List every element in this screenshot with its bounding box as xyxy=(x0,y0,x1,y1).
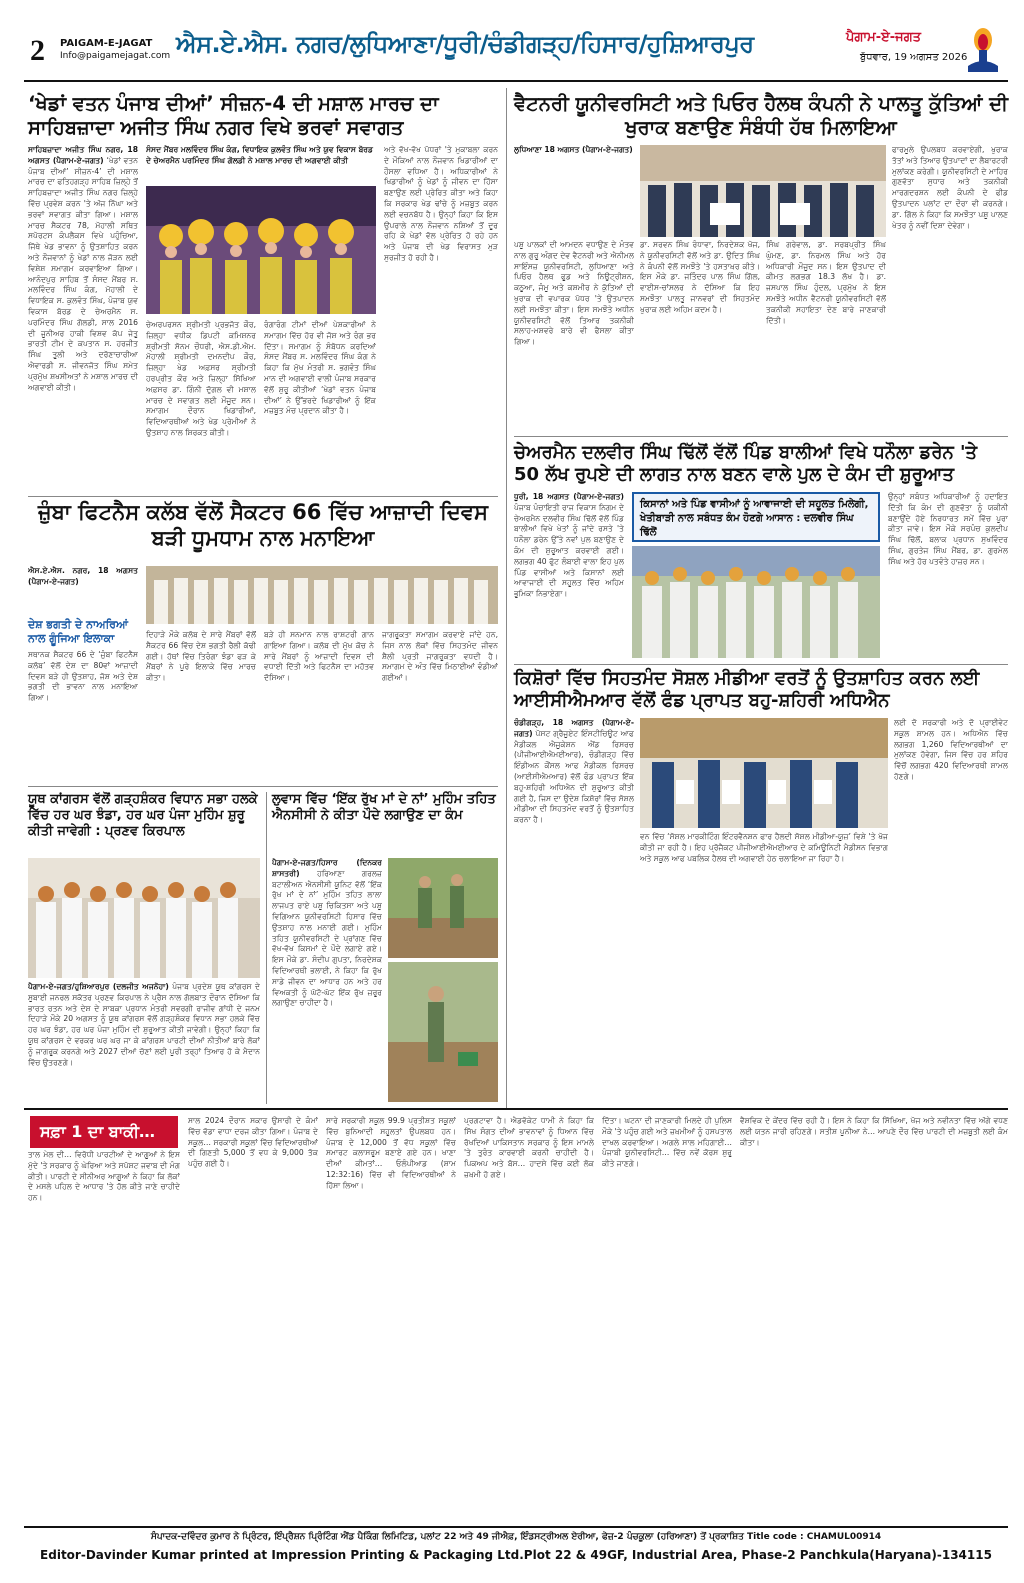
article3-highlight-box: ਕਿਸਾਨਾਂ ਅਤੇ ਪਿੰਡ ਵਾਸੀਆਂ ਨੂੰ ਆਵਾਜਾਈ ਦੀ ਸਹੂਲਤ ਮਿਲੇਗੀ, ਖੇਤੀਬਾੜੀ ਨਾਲ ਸਬੰਧਤ ਕੰਮ ਹੋਣਗੇ ਆਸਾਨ : ਦਲਵੀਰ ਸਿੰਘ ਢਿੱਲੋਂ xyxy=(632,492,880,542)
article2-column-2: ਡਾ. ਸਰਵਨ ਸਿੰਘ ਰੰਧਾਵਾ, ਨਿਰਦੇਸ਼ਕ ਖੋਜ, ਨੇ ਯੂਨੀਵਰਸਿਟੀ ਵੱਲੋਂ ਅਤੇ ਡਾ. ਉਦਿਤ ਸਿੰਘ ਨੇ ਕੰਪਨੀ ਵੱਲੋਂ ਸਮਝੌਤੇ 'ਤੇ ਹਸਤਾਖ਼ਰ ਕੀਤੇ। ਇਸ ਮੌਕੇ ਡਾ. ਜਤਿੰਦਰ ਪਾਲ ਸਿੰਘ ਗਿੱਲ, ਵਾਈਸ-ਚਾਂਸਲਰ ਨੇ ਦੱਸਿਆ ਕਿ ਇਹ ਸਮਝੌਤਾ ਪਾਲਤੂ ਜਾਨਵਰਾਂ ਦੀ ਸਿਹਤਮੰਦ ਖੁਰਾਕ ਲਈ ਅਹਿਮ ਕਦਮ ਹੈ। xyxy=(640,240,760,314)
continued-column-1: ਤਾਲ ਮੇਲ ਦੀ… ਵਿਰੋਧੀ ਪਾਰਟੀਆਂ ਦੇ ਆਗੂਆਂ ਨੇ ਇਸ ਮੁੱਦੇ 'ਤੇ ਸਰਕਾਰ ਨੂੰ ਘੇਰਿਆ ਅਤੇ ਸਪੱਸ਼ਟ ਜਵਾਬ ਦੀ ਮੰਗ ਕੀਤੀ। ਪਾਰਟੀ ਦੇ ਸੀਨੀਅਰ ਆਗੂਆਂ ਨੇ ਕਿਹਾ ਕਿ ਲੋਕਾਂ ਦੇ ਮਸਲੇ ਪਹਿਲ ਦੇ ਆਧਾਰ 'ਤੇ ਹੱਲ ਕੀਤੇ ਜਾਣੇ ਚਾਹੀਦੇ ਹਨ। xyxy=(28,1150,180,1203)
article7-dateline: ਚੰਡੀਗੜ੍ਹ, 18 ਅਗਸਤ (ਪੈਗਾਮ-ਏ-ਜਗਤ) xyxy=(514,718,634,738)
article2-column-3: ਸਿੰਘ ਗਰੇਵਾਲ, ਡਾ. ਸਰਬਪ੍ਰੀਤ ਸਿੰਘ ਘੁੰਮਣ, ਡਾ. ਨਿਰਮਲ ਸਿੰਘ ਅਤੇ ਹੋਰ ਅਧਿਕਾਰੀ ਮੌਜੂਦ ਸਨ। ਇਸ ਉਤਪਾਦ ਦੀ ਕੀਮਤ ਲਗਭਗ 18.3 ਲੱਖ ਹੈ। ਡਾ. ਜਸਪਾਲ ਸਿੰਘ ਹੁੰਦਲ, ਪ੍ਰਮੁੱਖ ਨੇ ਇਸ ਸਮਝੌਤੇ ਅਧੀਨ ਵੈਟਨਰੀ ਯੂਨੀਵਰਸਿਟੀ ਵੱਲੋਂ ਤਕਨੀਕੀ ਸਹਾਇਤਾ ਦੇਣ ਬਾਰੇ ਜਾਣਕਾਰੀ ਦਿੱਤੀ। xyxy=(766,240,886,325)
article7-headline: ਕਿਸ਼ੋਰਾਂ ਵਿੱਚ ਸਿਹਤਮੰਦ ਸੋਸ਼ਲ ਮੀਡੀਆ ਵਰਤੋਂ ਨੂੰ ਉਤਸ਼ਾਹਿਤ ਕਰਨ ਲਈ ਆਈਸੀਐਮਆਰ ਵੱਲੋਂ ਫੰਡ ਪ੍ਰਾਪਤ ਬਹੁ-ਸ਼ਹਿਰੀ ਅਧਿਐਨ xyxy=(514,668,980,711)
section-divider-right-2 xyxy=(514,664,1008,665)
article2-column-1a xyxy=(514,145,634,235)
paper-brand: ਪੈਗਾਮ-ਏ-ਜਗਤ xyxy=(846,30,921,45)
article1-column-2: ਚੇਅਰਪਰਸਨ ਸ਼੍ਰੀਮਤੀ ਪ੍ਰਭਜੋਤ ਕੌਰ, ਜ਼ਿਲ੍ਹਾ ਵਧੀਕ ਡਿਪਟੀ ਕਮਿਸ਼ਨਰ ਸ਼੍ਰੀਮਤੀ ਸੋਨਮ ਚੌਧਰੀ, ਐਸ.ਡੀ.ਐਮ. ਮੋਹਾਲੀ ਸ਼੍ਰੀਮਤੀ ਦਮਨਦੀਪ ਕੌਰ, ਜ਼ਿਲ੍ਹਾ ਖੇਡ ਅਫ਼ਸਰ ਸ਼੍ਰੀਮਤੀ ਹਰਪ੍ਰੀਤ ਕੌਰ ਅਤੇ ਜ਼ਿਲ੍ਹਾ ਸਿੱਖਿਆ ਅਫ਼ਸਰ ਡਾ. ਗਿੰਨੀ ਦੁੱਗਲ ਵੀ ਮਸ਼ਾਲ ਮਾਰਚ ਦੇ ਸਵਾਗਤ ਲਈ ਮੌਜੂਦ ਸਨ। ਸਮਾਗਮ ਦੌਰਾਨ ਖਿਡਾਰੀਆਂ, ਵਿਦਿਆਰਥੀਆਂ ਅਤੇ ਖੇਡ ਪ੍ਰੇਮੀਆਂ ਨੇ ਉਤਸ਼ਾਹ ਨਾਲ ਸ਼ਿਰਕਤ ਕੀਤੀ। xyxy=(146,320,256,437)
article6-headline: ਲੁਵਾਸ ਵਿੱਚ ‘ਇੱਕ ਰੁੱਖ ਮਾਂ ਦੇ ਨਾਂ’ ਮੁਹਿੰਮ ਤਹਿਤ ਐਨਸੀਸੀ ਨੇ ਕੀਤਾ ਪੌਦੇ ਲਗਾਉਣ ਦਾ ਕੰਮ xyxy=(272,792,496,823)
article6-body xyxy=(272,858,382,1102)
article3-column-1 xyxy=(514,492,624,660)
article7-column-3: ਲਈ ਦੋ ਸਰਕਾਰੀ ਅਤੇ ਦੋ ਪ੍ਰਾਈਵੇਟ ਸਕੂਲ ਸ਼ਾਮਲ ਹਨ। ਅਧਿਐਨ ਵਿੱਚ ਲਗਭਗ 1,260 ਵਿਦਿਆਰਥੀਆਂ ਦਾ ਮੁਲਾਂਕਣ ਹੋਵੇਗਾ, ਜਿਸ ਵਿੱਚ ਹਰ ਸ਼ਹਿਰ ਵਿੱਚੋਂ ਲਗਭਗ 420 ਵਿਦਿਆਰਥੀ ਸ਼ਾਮਲ ਹੋਣਗੇ। xyxy=(894,718,1008,781)
article5-headline: ਯੂਥ ਕਾਂਗਰਸ ਵੱਲੋਂ ਗੜ੍ਹਸ਼ੰਕਰ ਵਿਧਾਨ ਸਭਾ ਹਲਕੇ ਵਿੱਚ ਹਰ ਘਰ ਝੰਡਾ, ਹਰ ਘਰ ਪੰਜਾ ਮੁਹਿੰਮ ਸ਼ੁਰੂ ਕੀਤੀ ਜਾਵੇਗੀ : ਪ੍ਰਣਵ ਕਿਰਪਾਲ xyxy=(28,792,258,839)
paper-email[interactable]: Info@paigamejagat.com xyxy=(60,51,171,61)
column-divider-2 xyxy=(266,792,267,1104)
continued-column-5: ਦਿੱਤਾ। ਘਟਨਾ ਦੀ ਜਾਣਕਾਰੀ ਮਿਲਦੇ ਹੀ ਪੁਲਿਸ ਮੌਕੇ 'ਤੇ ਪਹੁੰਚ ਗਈ ਅਤੇ ਜ਼ਖ਼ਮੀਆਂ ਨੂੰ ਹਸਪਤਾਲ ਦਾਖਲ ਕਰਵਾਇਆ। ਅਗਲੇ ਸਾਲ ਮਹਿਗਾਈ… ਪੰਜਾਬੀ ਯੂਨੀਵਰਸਿਟੀ… ਵਿੱਚ ਨਵੇਂ ਕੋਰਸ ਸ਼ੁਰੂ ਕੀਤੇ ਜਾਣਗੇ। xyxy=(602,1116,732,1169)
masthead xyxy=(0,0,1024,80)
continued-label: ਸਫ਼ਾ 1 ਦਾ ਬਾਕੀ… xyxy=(30,1116,178,1148)
section-rule-bottom xyxy=(24,1108,1008,1110)
article7-text-1: ਪੋਸਟ ਗ੍ਰੈਜੂਏਟ ਇੰਸਟੀਚਿਊਟ ਆਫ ਮੈਡੀਕਲ ਐਜੂਕੇਸ਼ਨ ਐਂਡ ਰਿਸਰਚ (ਪੀਜੀਆਈਐਮਈਆਰ), ਚੰਡੀਗੜ੍ਹ ਵਿੱਚ ਇੰਡੀਅਨ ਕੌਂਸਲ ਆਫ ਮੈਡੀਕਲ ਰਿਸਰਚ (ਆਈਸੀਐਮਆਰ) ਵੱਲੋਂ ਫੰਡ ਪ੍ਰਾਪਤ ਇੱਕ ਬਹੁ-ਸ਼ਹਿਰੀ ਅਧਿਐਨ ਦੀ ਸ਼ੁਰੂਆਤ ਕੀਤੀ ਗਈ ਹੈ, ਜਿਸ ਦਾ ਉਦੇਸ਼ ਕਿਸ਼ੋਰਾਂ ਵਿੱਚ ਸੋਸ਼ਲ ਮੀਡੀਆ ਦੀ ਸਿਹਤਮੰਦ ਵਰਤੋਂ ਨੂੰ ਉਤਸ਼ਾਹਿਤ ਕਰਨਾ ਹੈ। xyxy=(514,728,634,825)
article1-text-1: ‘ਖੇਡਾਂ ਵਤਨ ਪੰਜਾਬ ਦੀਆਂ’ ਸੀਜ਼ਨ-4’ ਦੀ ਮਸ਼ਾਲ ਮਾਰਚ ਦਾ ਫਤਿਹਗੜ੍ਹ ਸਾਹਿਬ ਜ਼ਿਲ੍ਹੇ ਤੋਂ ਸਾਹਿਬਜ਼ਾਦਾ ਅਜੀਤ ਸਿੰਘ ਨਗਰ ਜ਼ਿਲ੍ਹੇ ਵਿੱਚ ਪ੍ਰਵੇਸ਼ ਕਰਨ 'ਤੇ ਅੱਜ ਨਿੱਘਾ ਅਤੇ ਭਰਵਾਂ ਸਵਾਗਤ ਕੀਤਾ ਗਿਆ। ਮਸ਼ਾਲ ਮਾਰਚ ਸੈਕਟਰ 78, ਮੋਹਾਲੀ ਸਥਿਤ ਸਪੋਰਟਸ ਕੰਪਲੈਕਸ ਵਿਖੇ ਪਹੁੰਚਿਆ, ਜਿੱਥੇ ਖੇਡ ਭਾਵਨਾ ਨੂੰ ਉਤਸ਼ਾਹਿਤ ਕਰਨ ਅਤੇ ਨੌਜਵਾਨਾਂ ਨੂੰ ਖੇਡਾਂ ਨਾਲ ਜੋੜਨ ਲਈ ਵਿਸ਼ੇਸ਼ ਸਮਾਗਮ ਕਰਵਾਇਆ ਗਿਆ। ਆਨੰਦਪੁਰ ਸਾਹਿਬ ਤੋਂ ਸੰਸਦ ਮੈਂਬਰ ਸ. ਮਲਵਿੰਦਰ ਸਿੰਘ ਕੰਗ, ਮੋਹਾਲੀ ਦੇ ਵਿਧਾਇਕ ਸ. ਕੁਲਵੰਤ ਸਿੰਘ, ਪੰਜਾਬ ਯੁਵ ਵਿਕਾਸ ਬੋਰਡ ਦੇ ਚੇਅਰਮੈਨ ਸ. ਪਰਮਿੰਦਰ ਸਿੰਘ ਗੋਲਡੀ, ਸਾਲ 2016 ਦੀ ਜੂਨੀਅਰ ਹਾਕੀ ਵਿਸ਼ਵ ਕੱਪ ਜੇਤੂ ਭਾਰਤੀ ਟੀਮ ਦੇ ਕਪਤਾਨ ਸ. ਹਰਜੀਤ ਸਿੰਘ ਤੂਲੀ ਅਤੇ ਦਰੋਣਾਚਾਰੀਆ ਐਵਾਰਡੀ ਸ. ਜੀਵਨਜੋਤ ਸਿੰਘ ਸਮੇਤ ਪ੍ਰਮੁੱਖ ਸ਼ਖਸੀਅਤਾਂ ਨੇ ਮਸ਼ਾਲ ਮਾਰਚ ਦੀ ਅਗਵਾਈ ਕੀਤੀ। xyxy=(28,155,138,392)
article6-text: ਹਰਿਆਣਾ ਗਰਲਜ਼ ਬਟਾਲੀਅਨ ਐਨਸੀਸੀ ਯੂਨਿਟ ਵੱਲੋਂ ‘ਇੱਕ ਰੁੱਖ ਮਾਂ ਦੇ ਨਾਂ’ ਮੁਹਿੰਮ ਤਹਿਤ ਲਾਲਾ ਲਾਜਪਤ ਰਾਏ ਪਸ਼ੂ ਚਿਕਿਤਸਾ ਅਤੇ ਪਸ਼ੂ ਵਿਗਿਆਨ ਯੂਨੀਵਰਸਿਟੀ ਹਿਸਾਰ ਵਿੱਚ ਉਤਸ਼ਾਹ ਨਾਲ ਮਨਾਈ ਗਈ। ਮੁਹਿੰਮ ਤਹਿਤ ਯੂਨੀਵਰਸਿਟੀ ਦੇ ਪ੍ਰਾਂਗਣ ਵਿੱਚ ਵੱਖ-ਵੱਖ ਕਿਸਮਾਂ ਦੇ ਪੌਦੇ ਲਗਾਏ ਗਏ। ਇਸ ਮੌਕੇ ਡਾ. ਸੰਦੀਪ ਗੁਪਤਾ, ਨਿਰਦੇਸ਼ਕ ਵਿਦਿਆਰਥੀ ਭਲਾਈ, ਨੇ ਕਿਹਾ ਕਿ ਰੁੱਖ ਸਾਡੇ ਜੀਵਨ ਦਾ ਆਧਾਰ ਹਨ ਅਤੇ ਹਰ ਵਿਅਕਤੀ ਨੂੰ ਘੱਟੋ-ਘੱਟ ਇੱਕ ਰੁੱਖ ਜ਼ਰੂਰ ਲਗਾਉਣਾ ਚਾਹੀਦਾ ਹੈ। xyxy=(272,868,382,1008)
paper-name: PAIGAM-E-JAGAT xyxy=(60,38,153,49)
imprint-line-punjabi: ਸੰਪਾਦਕ-ਦਵਿੰਦਰ ਕੁਮਾਰ ਨੇ ਪ੍ਰਿੰਟਰ, ਇੰਪ੍ਰੈਸ਼ਨ ਪ੍ਰਿੰਟਿੰਗ ਐਂਡ ਪੈਕਿੰਗ ਲਿਮਿਟਿਡ, ਪਲਾਂਟ 22 ਅਤੇ 49 ਜੀਐਫ਼, ਇੰਡਸਟ੍ਰੀਅਲ ਏਰੀਆ, ਫੇਜ਼-2 ਪੰਚਕੂਲਾ (ਹਰਿਆਣਾ) ਤੋਂ ਪ੍ਰਕਾਸ਼ਿਤ Title code : CHAMUL00914 xyxy=(150,1532,882,1542)
article7-column-2: ਵਨ ਵਿੱਚ ‘ਸੋਸ਼ਲ ਮਾਰਕੀਟਿੰਗ ਇੰਟਰਵੈਨਸ਼ਨ ਫਾਰ ਹੈਲਦੀ ਸੋਸ਼ਲ ਮੀਡੀਆ-ਯੂਜ਼’ ਵਿਸ਼ੇ 'ਤੇ ਖੋਜ ਕੀਤੀ ਜਾ ਰਹੀ ਹੈ। ਇਹ ਪ੍ਰੋਜੈਕਟ ਪੀਜੀਆਈਐਮਈਆਰ ਦੇ ਕਮਿਊਨਿਟੀ ਮੈਡੀਸਨ ਵਿਭਾਗ ਅਤੇ ਸਕੂਲ ਆਫ ਪਬਲਿਕ ਹੈਲਥ ਦੀ ਅਗਵਾਈ ਹੇਠ ਚਲਾਇਆ ਜਾ ਰਿਹਾ ਹੈ। xyxy=(640,832,888,863)
continued-column-2: ਸਾਲ 2024 ਦੌਰਾਨ ਸਕਾਰ ਉਸਾਰੀ ਦੇ ਕੰਮਾਂ ਵਿੱਚ ਵੱਡਾ ਵਾਧਾ ਦਰਜ ਕੀਤਾ ਗਿਆ। ਪੰਜਾਬ ਦੇ ਸਕੂਲ… ਸਰਕਾਰੀ ਸਕੂਲਾਂ ਵਿੱਚ ਵਿਦਿਆਰਥੀਆਂ ਦੀ ਗਿਣਤੀ 5,000 ਤੋਂ ਵਧ ਕੇ 9,000 ਤੱਕ ਪਹੁੰਚ ਗਈ ਹੈ। xyxy=(188,1116,318,1169)
article3-text-1: ਪੰਜਾਬ ਪੰਚਾਇਤੀ ਰਾਜ ਵਿਕਾਸ ਨਿਗਮ ਦੇ ਚੇਅਰਮੈਨ ਦਲਵੀਰ ਸਿੰਘ ਢਿੱਲੋਂ ਵੱਲੋਂ ਪਿੰਡ ਬਾਲੀਆਂ ਵਿਖੇ ਖੇਤਾਂ ਨੂੰ ਜਾਂਦੇ ਰਸਤੇ 'ਤੇ ਧਨੌਲਾ ਡਰੇਨ ਉੱਤੇ ਨਵਾਂ ਪੁਲ ਬਣਾਉਣ ਦੇ ਕੰਮ ਦੀ ਸ਼ੁਰੂਆਤ ਕਰਵਾਈ ਗਈ। ਲਗਭਗ 40 ਫੁੱਟ ਲੰਬਾਈ ਵਾਲਾ ਇਹ ਪੁਲ ਪਿੰਡ ਵਾਸੀਆਂ ਅਤੇ ਕਿਸਾਨਾਂ ਲਈ ਆਵਾਜਾਈ ਦੀ ਸਹੂਲਤ ਵਿੱਚ ਅਹਿਮ ਭੂਮਿਕਾ ਨਿਭਾਏਗਾ। xyxy=(514,502,624,599)
tree-planting-photo-1 xyxy=(388,858,498,958)
article2-dateline: ਲੁਧਿਆਣਾ 18 ਅਗਸਤ (ਪੈਗਾਮ-ਏ-ਜਗਤ) xyxy=(514,145,633,154)
article4-headline: ਜ਼ੁੰਬਾ ਫਿਟਨੈਸ ਕਲੱਬ ਵੱਲੋਂ ਸੈਕਟਰ 66 ਵਿੱਚ ਆਜ਼ਾਦੀ ਦਿਵਸ ਬੜੀ ਧੂਮਧਾਮ ਨਾਲ ਮਨਾਇਆ xyxy=(38,500,488,550)
edition-date: ਬੁੱਧਵਾਰ, 19 ਅਗਸਤ 2026 xyxy=(860,52,968,63)
icmr-study-launch-photo xyxy=(640,718,888,828)
article4-column-4: ਜਾਗਰੂਕਤਾ ਸਮਾਗਮ ਕਰਵਾਏ ਜਾਂਦੇ ਹਨ, ਜਿਸ ਨਾਲ ਲੋਕਾਂ ਵਿੱਚ ਸਿਹਤਮੰਦ ਜੀਵਨ ਸ਼ੈਲੀ ਪ੍ਰਤੀ ਜਾਗਰੂਕਤਾ ਵਧਦੀ ਹੈ। ਸਮਾਗਮ ਦੇ ਅੰਤ ਵਿੱਚ ਮਿਠਾਈਆਂ ਵੰਡੀਆਂ ਗਈਆਂ। xyxy=(382,630,498,683)
article2-column-4: ਫਾਰਮੂਲੇ ਉਪਲਬਧ ਕਰਵਾਏਗੀ, ਖੁਰਾਕ ਤੱਤਾਂ ਅਤੇ ਤਿਆਰ ਉਤਪਾਦਾਂ ਦਾ ਲੈਬਾਰਟਰੀ ਮੁਲਾਂਕਣ ਕਰੇਗੀ। ਯੂਨੀਵਰਸਿਟੀ ਦੇ ਮਾਹਿਰ ਗੁਣਵੱਤਾ ਸੁਧਾਰ ਅਤੇ ਤਕਨੀਕੀ ਮਾਰਗਦਰਸ਼ਨ ਲਈ ਕੰਪਨੀ ਦੇ ਫੀਡ ਉਤਪਾਦਨ ਪਲਾਂਟ ਦਾ ਦੌਰਾ ਵੀ ਕਰਨਗੇ। ਡਾ. ਗਿੱਲ ਨੇ ਕਿਹਾ ਕਿ ਸਮਝੌਤਾ ਪਸ਼ੂ ਪਾਲਣ ਖੇਤਰ ਨੂੰ ਨਵੀਂ ਦਿਸ਼ਾ ਦੇਵੇਗਾ। xyxy=(892,145,1008,230)
article3-dateline: ਧੂਰੀ, 18 ਅਗਸਤ (ਪੈਗਾਮ-ਏ-ਜਗਤ) xyxy=(514,492,624,501)
edition-cities-title: ਐਸ.ਏ.ਐਸ. ਨਗਰ/ਲੁਧਿਆਣਾ/ਧੂਰੀ/ਚੰਡੀਗੜ੍ਹ/ਹਿਸਾਰ/ਹੁਸ਼ਿਆਰਪੁਰ xyxy=(176,30,754,58)
section-divider xyxy=(514,436,1008,437)
article1-headline: ‘ਖੇਡਾਂ ਵਤਨ ਪੰਜਾਬ ਦੀਆਂ’ ਸੀਜ਼ਨ-4 ਦੀ ਮਸ਼ਾਲ ਮਾਰਚ ਦਾ ਸਾਹਿਬਜ਼ਾਦਾ ਅਜੀਤ ਸਿੰਘ ਨਗਰ ਵਿਖੇ ਭਰਵਾਂ ਸਵਾਗਤ xyxy=(28,92,439,139)
article7-column-1 xyxy=(514,718,634,1102)
article1-column-1 xyxy=(28,145,138,490)
section-divider-left xyxy=(28,496,498,497)
continued-column-3: ਸਾਰੇ ਸਰਕਾਰੀ ਸਕੂਲ 99.9 ਪ੍ਰਤੀਸ਼ਤ ਸਕੂਲਾਂ ਵਿੱਚ ਬੁਨਿਆਦੀ ਸਹੂਲਤਾਂ ਉਪਲਬਧ ਹਨ। ਪੰਜਾਬ ਦੇ 12,000 ਤੋਂ ਵੱਧ ਸਕੂਲਾਂ ਵਿੱਚ ਸਮਾਰਟ ਕਲਾਸਰੂਮ ਬਣਾਏ ਗਏ ਹਨ। ਖਾਣਾ ਦੀਆਂ ਕੀਮਤਾਂ… ਓਲੰਪੀਆਡ (ਸ਼ਾਮ 12:32:16) ਵਿੱਚ ਵੀ ਵਿਦਿਆਰਥੀਆਂ ਨੇ ਹਿੱਸਾ ਲਿਆ। xyxy=(326,1116,456,1190)
youth-congress-photo xyxy=(28,858,260,978)
article2-column-1: ਪਸ਼ੂ ਪਾਲਕਾਂ ਦੀ ਆਮਦਨ ਵਧਾਉਣ ਦੇ ਮੰਤਵ ਨਾਲ ਗੁਰੂ ਅੰਗਦ ਦੇਵ ਵੈਟਨਰੀ ਅਤੇ ਐਨੀਮਲ ਸਾਇੰਸਜ਼ ਯੂਨੀਵਰਸਿਟੀ, ਲੁਧਿਆਣਾ ਅਤੇ ਪਿਓਰ ਹੈਲਥ ਫੂਡ ਅਤੇ ਨਿਊਟ੍ਰੀਸ਼ਨ, ਕਠੂਆ, ਜੰਮੂ ਅਤੇ ਕਸ਼ਮੀਰ ਨੇ ਕੁੱਤਿਆਂ ਦੀ ਖੁਰਾਕ ਦੀ ਵਪਾਰਕ ਪੱਧਰ 'ਤੇ ਉਤਪਾਦਨ ਲਈ ਸਮਝੌਤਾ ਕੀਤਾ। ਇਸ ਸਮਝੌਤੇ ਅਧੀਨ ਯੂਨੀਵਰਸਿਟੀ ਵੱਲੋਂ ਤਿਆਰ ਤਕਨੀਕੀ ਸਲਾਹ-ਮਸ਼ਵਰੇ ਬਾਰੇ ਵੀ ਫੈਸਲਾ ਕੀਤਾ ਗਿਆ। xyxy=(514,240,634,347)
continued-column-6: ਵੈਸ਼ਵਿਕ ਦੇ ਕੇਂਦਰ ਵਿੱਚ ਰਹੀ ਹੈ। ਇਸ ਨੇ ਕਿਹਾ ਕਿ ਸਿੱਖਿਆ, ਖੋਜ ਅਤੇ ਨਵੀਨਤਾ ਵਿੱਚ ਅੱਗੇ ਵਧਣ ਲਈ ਯਤਨ ਜਾਰੀ ਰਹਿਣਗੇ। ਸਤੀਸ਼ ਪੂਨੀਆ ਨੇ… ਆਪਣੇ ਦੌਰ ਵਿੱਚ ਪਾਰਟੀ ਦੀ ਮਜ਼ਬੂਤੀ ਲਈ ਕੰਮ ਕੀਤਾ। xyxy=(740,1116,1008,1147)
torch-march-photo xyxy=(146,186,376,314)
mou-signing-photo xyxy=(640,145,886,237)
article5-dateline: ਪੈਗਾਮ-ਏ-ਜਗਤ/ਹੁਸ਼ਿਆਰਪੁਰ (ਦਲਜੀਤ ਅਜਨੋਹਾ) xyxy=(28,982,169,991)
masthead-rule xyxy=(24,80,1008,82)
article4-dateline: ਐਸ.ਏ.ਐਸ. ਨਗਰ, 18 ਅਗਸਤ (ਪੈਗਾਮ-ਏ-ਜਗਤ) xyxy=(28,566,138,586)
article4-subhead: ਦੇਸ਼ ਭਗਤੀ ਦੇ ਨਾਅਰਿਆਂ ਨਾਲ ਗੂੰਜਿਆ ਇਲਾਕਾ xyxy=(28,618,128,646)
article1-column-3: ਰੰਗਾਰੰਗ ਟੀਮਾਂ ਦੀਆਂ ਪੇਸ਼ਕਾਰੀਆਂ ਨੇ ਸਮਾਗਮ ਵਿੱਚ ਹੋਰ ਵੀ ਜੋਸ਼ ਅਤੇ ਰੰਗ ਭਰ ਦਿੱਤਾ। ਸਮਾਗਮ ਨੂੰ ਸੰਬੋਧਨ ਕਰਦਿਆਂ ਸੰਸਦ ਮੈਂਬਰ ਸ. ਮਲਵਿੰਦਰ ਸਿੰਘ ਕੰਗ ਨੇ ਕਿਹਾ ਕਿ ਮੁੱਖ ਮੰਤਰੀ ਸ. ਭਗਵੰਤ ਸਿੰਘ ਮਾਨ ਦੀ ਅਗਵਾਈ ਵਾਲੀ ਪੰਜਾਬ ਸਰਕਾਰ ਵੱਲੋਂ ਸ਼ੁਰੂ ਕੀਤੀਆਂ ‘ਖੇਡਾਂ ਵਤਨ ਪੰਜਾਬ ਦੀਆਂ’ ਨੇ ਉੱਭਰਦੇ ਖਿਡਾਰੀਆਂ ਨੂੰ ਇੱਕ ਮਜ਼ਬੂਤ ਮੰਚ ਪ੍ਰਦਾਨ ਕੀਤਾ ਹੈ। xyxy=(264,320,376,416)
bridge-ceremony-photo xyxy=(632,546,880,658)
continued-column-4: ਪ੍ਰਗਟਾਵਾ ਹੈ। ਐਡਵੋਕੇਟ ਧਾਮੀ ਨੇ ਕਿਹਾ ਕਿ ਸਿੱਖ ਸੰਗਤ ਦੀਆਂ ਭਾਵਨਾਵਾਂ ਨੂੰ ਧਿਆਨ ਵਿੱਚ ਰੱਖਦਿਆਂ ਪਾਕਿਸਤਾਨ ਸਰਕਾਰ ਨੂੰ ਇਸ ਮਾਮਲੇ 'ਤੇ ਤੁਰੰਤ ਕਾਰਵਾਈ ਕਰਨੀ ਚਾਹੀਦੀ ਹੈ। ਪਿਕਅਪ ਅਤੇ ਬੱਸ… ਹਾਦਸੇ ਵਿੱਚ ਕਈ ਲੋਕ ਜ਼ਖ਼ਮੀ ਹੋ ਗਏ। xyxy=(464,1116,594,1179)
article4-column-1: ਸਥਾਨਕ ਸੈਕਟਰ 66 ਦੇ ‘ਜ਼ੁੰਬਾ ਫਿਟਨੈਸ ਕਲੱਬ’ ਵੱਲੋਂ ਦੇਸ਼ ਦਾ 80ਵਾਂ ਆਜ਼ਾਦੀ ਦਿਵਸ ਬੜੇ ਹੀ ਉਤਸ਼ਾਹ, ਜੋਸ਼ ਅਤੇ ਦੇਸ਼ ਭਗਤੀ ਦੀ ਭਾਵਨਾ ਨਾਲ ਮਨਾਇਆ ਗਿਆ। xyxy=(28,650,138,703)
zumba-club-group-photo xyxy=(146,566,498,624)
article4-dateline-block xyxy=(28,566,138,616)
article1-dateline: ਸਾਹਿਬਜ਼ਾਦਾ ਅਜੀਤ ਸਿੰਘ ਨਗਰ, 18 ਅਗਸਤ (ਪੈਗਾਮ-ਏ-ਜਗਤ) xyxy=(28,145,138,165)
article3-headline: ਚੇਅਰਮੈਨ ਦਲਵੀਰ ਸਿੰਘ ਢਿੱਲੋਂ ਵੱਲੋਂ ਪਿੰਡ ਬਾਲੀਆਂ ਵਿਖੇ ਧਨੌਲਾ ਡਰੇਨ 'ਤੇ 50 ਲੱਖ ਰੁਪਏ ਦੀ ਲਾਗਤ ਨਾਲ ਬਣਨ ਵਾਲੇ ਪੁਲ ਦੇ ਕੰਮ ਦੀ ਸ਼ੁਰੂਆਤ xyxy=(514,442,978,485)
article5-body xyxy=(28,982,260,1102)
article4-column-2: ਦਿਹਾੜੇ ਮੌਕੇ ਕਲੱਬ ਦੇ ਸਾਰੇ ਮੈਂਬਰਾਂ ਵੱਲੋਂ ਸੈਕਟਰ 66 ਵਿੱਚ ਦੇਸ਼ ਭਗਤੀ ਰੈਲੀ ਕੱਢੀ ਗਈ। ਹੱਥਾਂ ਵਿੱਚ ਤਿਰੰਗਾ ਝੰਡਾ ਫੜ ਕੇ ਮੈਂਬਰਾਂ ਨੇ ਪੂਰੇ ਇਲਾਕੇ ਵਿੱਚ ਮਾਰਚ ਕੀਤਾ। xyxy=(146,630,256,683)
article3-column-4: ਉਨ੍ਹਾਂ ਸਬੰਧਤ ਅਧਿਕਾਰੀਆਂ ਨੂੰ ਹਦਾਇਤ ਦਿੱਤੀ ਕਿ ਕੰਮ ਦੀ ਗੁਣਵੱਤਾ ਨੂੰ ਯਕੀਨੀ ਬਣਾਉਂਦੇ ਹੋਏ ਨਿਰਧਾਰਤ ਸਮੇਂ ਵਿੱਚ ਪੂਰਾ ਕੀਤਾ ਜਾਵੇ। ਇਸ ਮੌਕੇ ਸਰਪੰਚ ਕੁਲਦੀਪ ਸਿੰਘ ਢਿੱਲੋਂ, ਬਲਾਕ ਪ੍ਰਧਾਨ ਸੁਖਵਿੰਦਰ ਸਿੰਘ, ਗੁਰਤੇਜ ਸਿੰਘ ਮੈਂਬਰ, ਡਾ. ਗੁਰਮੇਲ ਸਿੰਘ ਅਤੇ ਹੋਰ ਪਤਵੰਤੇ ਹਾਜ਼ਰ ਸਨ। xyxy=(888,492,1008,566)
imprint-footer xyxy=(24,1526,1008,1566)
article1-column-4: ਅਤੇ ਵੱਖ-ਵੱਖ ਪੱਧਰਾਂ 'ਤੇ ਮੁਕਾਬਲਾ ਕਰਨ ਦੇ ਮੌਕਿਆਂ ਨਾਲ ਨੌਜਵਾਨ ਖਿਡਾਰੀਆਂ ਦਾ ਹੌਸਲਾ ਵਧਿਆ ਹੈ। ਅਧਿਕਾਰੀਆਂ ਨੇ ਖਿਡਾਰੀਆਂ ਨੂੰ ਖੇਡਾਂ ਨੂੰ ਜੀਵਨ ਦਾ ਹਿੱਸਾ ਬਣਾਉਣ ਲਈ ਪ੍ਰੇਰਿਤ ਕੀਤਾ ਅਤੇ ਕਿਹਾ ਕਿ ਸਰਕਾਰ ਖੇਡ ਢਾਂਚੇ ਨੂੰ ਮਜ਼ਬੂਤ ਕਰਨ ਲਈ ਵਚਨਬੱਧ ਹੈ। ਉਨ੍ਹਾਂ ਕਿਹਾ ਕਿ ਇਸ ਉਪਰਾਲੇ ਨਾਲ ਨੌਜਵਾਨ ਨਸ਼ਿਆਂ ਤੋਂ ਦੂਰ ਰਹਿ ਕੇ ਖੇਡਾਂ ਵੱਲ ਪ੍ਰੇਰਿਤ ਹੋ ਰਹੇ ਹਨ ਅਤੇ ਪੰਜਾਬ ਦੀ ਖੇਡ ਵਿਰਾਸਤ ਮੁੜ ਸੁਰਜੀਤ ਹੋ ਰਹੀ ਹੈ। xyxy=(384,145,498,262)
article1-photo-caption: ਸੰਸਦ ਮੈਂਬਰ ਮਲਵਿੰਦਰ ਸਿੰਘ ਕੰਗ, ਵਿਧਾਇਕ ਕੁਲਵੰਤ ਸਿੰਘ ਅਤੇ ਯੁਵ ਵਿਕਾਸ ਬੋਰਡ ਦੇ ਚੇਅਰਮੈਨ ਪਰਮਿੰਦਰ ਸਿੰਘ ਗੋਲਡੀ ਨੇ ਮਸ਼ਾਲ ਮਾਰਚ ਦੀ ਅਗਵਾਈ ਕੀਤੀ xyxy=(146,145,373,165)
column-divider xyxy=(506,88,507,1108)
page-number: 2 xyxy=(30,34,45,67)
article2-headline: ਵੈਟਨਰੀ ਯੂਨੀਵਰਸਿਟੀ ਅਤੇ ਪਿਓਰ ਹੈਲਥ ਕੰਪਨੀ ਨੇ ਪਾਲਤੂ ਕੁੱਤਿਆਂ ਦੀ ਖੁਰਾਕ ਬਣਾਉਣ ਸੰਬੰਧੀ ਹੱਥ ਮਿਲਾਇਆ xyxy=(514,92,1008,139)
section-divider-left-2 xyxy=(28,786,498,787)
torch-emblem-icon xyxy=(962,26,1004,74)
article6-dateline: ਪੈਗਾਮ-ਏ-ਜਗਤ/ਹਿਸਾਰ (ਦਿਨਕਰ ਸ਼ਾਸਤਰੀ) xyxy=(272,858,382,878)
tree-planting-photo-2 xyxy=(388,962,498,1102)
article5-text: ਪੰਜਾਬ ਪ੍ਰਦੇਸ਼ ਯੂਥ ਕਾਂਗਰਸ ਦੇ ਸੂਬਾਈ ਜਨਰਲ ਸਕੱਤਰ ਪ੍ਰਣਵ ਕਿਰਪਾਲ ਨੇ ਪ੍ਰੈਸ ਨਾਲ ਗੱਲਬਾਤ ਦੌਰਾਨ ਦੱਸਿਆ ਕਿ ਭਾਰਤ ਰਤਨ ਅਤੇ ਦੇਸ਼ ਦੇ ਸਾਬਕਾ ਪ੍ਰਧਾਨ ਮੰਤਰੀ ਸਵਰਗੀ ਰਾਜੀਵ ਗਾਂਧੀ ਦੇ ਜਨਮ ਦਿਹਾੜੇ ਮੌਕੇ 20 ਅਗਸਤ ਨੂੰ ਯੂਥ ਕਾਂਗਰਸ ਵੱਲੋਂ ਗੜ੍ਹਸ਼ੰਕਰ ਵਿਧਾਨ ਸਭਾ ਹਲਕੇ ਵਿੱਚ ਹਰ ਘਰ ਝੰਡਾ, ਹਰ ਘਰ ਪੰਜਾ ਮੁਹਿੰਮ ਦੀ ਸ਼ੁਰੂਆਤ ਕੀਤੀ ਜਾਵੇਗੀ। ਉਨ੍ਹਾਂ ਕਿਹਾ ਕਿ ਯੂਥ ਕਾਂਗਰਸ ਦੇ ਵਰਕਰ ਘਰ ਘਰ ਜਾ ਕੇ ਕਾਂਗਰਸ ਪਾਰਟੀ ਦੀਆਂ ਨੀਤੀਆਂ ਬਾਰੇ ਲੋਕਾਂ ਨੂੰ ਜਾਗਰੂਕ ਕਰਨਗੇ ਅਤੇ 2027 ਦੀਆਂ ਚੋਣਾਂ ਲਈ ਪੂਰੀ ਤਰ੍ਹਾਂ ਤਿਆਰ ਹੋ ਕੇ ਮੈਦਾਨ ਵਿੱਚ ਉਤਰਣਗੇ। xyxy=(28,982,260,1067)
article4-column-3: ਬੜੇ ਹੀ ਸਨਮਾਨ ਨਾਲ ਰਾਸ਼ਟਰੀ ਗਾਨ ਗਾਇਆ ਗਿਆ। ਕਲੱਬ ਦੀ ਮੁੱਖ ਕੋਚ ਨੇ ਸਾਰੇ ਮੈਂਬਰਾਂ ਨੂੰ ਆਜ਼ਾਦੀ ਦਿਵਸ ਦੀ ਵਧਾਈ ਦਿੱਤੀ ਅਤੇ ਫਿਟਨੈਸ ਦਾ ਮਹੱਤਵ ਦੱਸਿਆ। xyxy=(264,630,374,683)
imprint-line-english: Editor-Davinder Kumar printed at Impression Printing & Packaging Ltd.Plot 22 & 49GF, Industrial Area, Phase-2 Panchkula(Haryana)-134115 xyxy=(40,1548,992,1562)
